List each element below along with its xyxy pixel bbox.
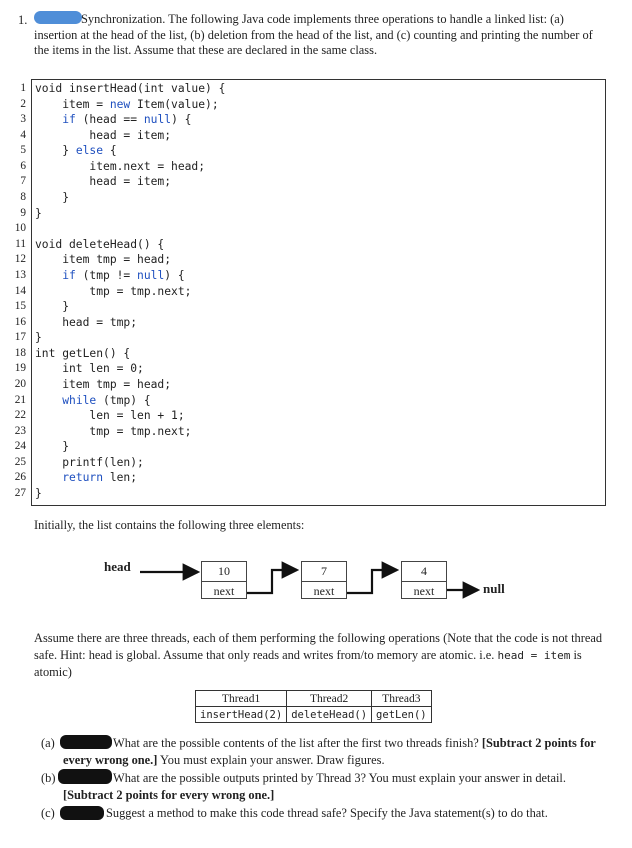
line-number: 14 — [14, 284, 26, 297]
initial-list-text: Initially, the list contains the following three elements: — [34, 518, 305, 532]
line-number: 20 — [14, 377, 26, 390]
table-cell: getLen() — [372, 707, 432, 723]
head-label: head — [104, 559, 131, 574]
node-value: 4 — [402, 562, 446, 582]
question-intro: Synchronization. The following Java code implements three operations to handle a linked list: (a) insertion at the head of the list, (b) deletion from the head of the list, and (c) counting and printing the number of the items in the list. Assume that these are declared in the same class. — [34, 12, 593, 58]
code-line: void deleteHead() { — [35, 237, 165, 251]
line-number: 23 — [14, 424, 26, 437]
line-number: 22 — [14, 409, 26, 422]
code-line: } — [35, 440, 70, 454]
line-number: 11 — [15, 237, 26, 250]
line-number: 24 — [14, 440, 26, 453]
node-next: next — [213, 584, 235, 598]
line-number: 25 — [14, 455, 26, 468]
line-number: 13 — [14, 268, 26, 281]
code-line: int getLen() { — [35, 346, 131, 360]
node-value: 7 — [302, 562, 346, 582]
line-number: 7 — [20, 175, 26, 188]
code-line: return len; — [62, 471, 138, 485]
code-line: while (tmp) { — [62, 393, 151, 407]
code-line: } — [35, 191, 70, 205]
assumption-text — [34, 630, 609, 681]
null-label: null — [483, 581, 505, 596]
table-header-row — [196, 691, 432, 707]
assumption-main: Assume there are three threads, each of them performing the following operations (Note that the code is not thread safe. Hint: head is global. Assume that only reads and writes from/to memory are atomic. i.e. — [34, 631, 603, 662]
table-header: Thread2 — [287, 691, 372, 707]
code-line: head = tmp; — [35, 315, 138, 329]
table-cell: insertHead(2) — [196, 707, 287, 723]
line-number: 9 — [20, 206, 26, 219]
part-a-letter: (a) — [41, 736, 55, 750]
table-row — [196, 707, 432, 723]
code-line: } else { — [35, 144, 117, 158]
line-number: 27 — [14, 487, 26, 500]
line-number: 5 — [20, 144, 26, 157]
code-line: if (tmp != null) { — [62, 268, 185, 282]
code-line: } — [35, 206, 42, 220]
code-line: item tmp = head; — [35, 253, 172, 267]
line-number: 3 — [20, 113, 26, 126]
table-header: Thread3 — [372, 691, 432, 707]
code-line: int len = 0; — [35, 362, 144, 376]
line-number: 18 — [14, 346, 26, 359]
code-line: head = item; — [35, 175, 172, 189]
part-a-points: [Subtract 2 points for every wrong one.] — [63, 736, 596, 767]
code-line: } — [35, 300, 70, 314]
code-line: tmp = tmp.next; — [35, 284, 192, 298]
line-number: 19 — [14, 362, 26, 375]
line-number: 8 — [20, 191, 26, 204]
list-node — [401, 561, 447, 599]
part-a-tail: You must explain your answer. Draw figures. — [160, 752, 385, 767]
code-line: tmp = tmp.next; — [35, 424, 192, 438]
line-number: 12 — [14, 253, 26, 266]
code-line: item tmp = head; — [35, 377, 172, 391]
part-c-text: Suggest a method to make this code thread safe? Specify the Java statement(s) to do that. — [106, 806, 548, 820]
node-next: next — [313, 584, 335, 598]
line-number: 2 — [20, 97, 26, 110]
part-b-question: What are the possible outputs printed by Thread 3? You must explain your answer in detail. — [113, 771, 566, 785]
part-a-text — [63, 735, 609, 768]
list-node — [201, 561, 247, 599]
code-line: if (head == null) { — [62, 113, 192, 127]
line-number: 26 — [14, 471, 26, 484]
part-b-text — [63, 770, 609, 803]
code-line: head = item; — [35, 128, 172, 142]
code-line: void insertHead(int value) { — [35, 82, 226, 95]
next-arrow-1 — [247, 570, 297, 593]
code-line: len = len + 1; — [35, 409, 185, 423]
table-cell: deleteHead() — [287, 707, 372, 723]
list-node — [301, 561, 347, 599]
assumption-code: head = item — [497, 648, 571, 662]
line-number: 6 — [20, 159, 26, 172]
line-number: 4 — [20, 128, 26, 141]
part-a-question: What are the possible contents of the list after the first two threads finish? — [113, 736, 479, 750]
part-b-letter: (b) — [41, 771, 56, 785]
line-number: 21 — [14, 393, 26, 406]
node-value: 10 — [202, 562, 246, 582]
next-arrow-2 — [347, 570, 397, 593]
code-line: printf(len); — [35, 455, 144, 469]
code-line: } — [35, 487, 42, 501]
assumption-suffix: is atomic) — [34, 647, 582, 679]
line-number: 1 — [20, 82, 26, 94]
part-c-letter: (c) — [41, 806, 55, 820]
line-number: 17 — [14, 331, 26, 344]
table-header: Thread1 — [196, 691, 287, 707]
line-number: 10 — [14, 222, 26, 235]
question-number: 1. — [18, 13, 28, 27]
threads-table — [195, 690, 432, 723]
code-line: } — [35, 331, 42, 345]
line-number: 15 — [14, 300, 26, 313]
part-b-points: [Subtract 2 points for every wrong one.] — [63, 787, 275, 802]
redaction-mark — [60, 806, 104, 820]
code-line: item.next = head; — [35, 159, 206, 173]
node-next: next — [413, 584, 435, 598]
line-number: 16 — [14, 315, 26, 328]
code-line: item = new Item(value); — [35, 97, 219, 111]
